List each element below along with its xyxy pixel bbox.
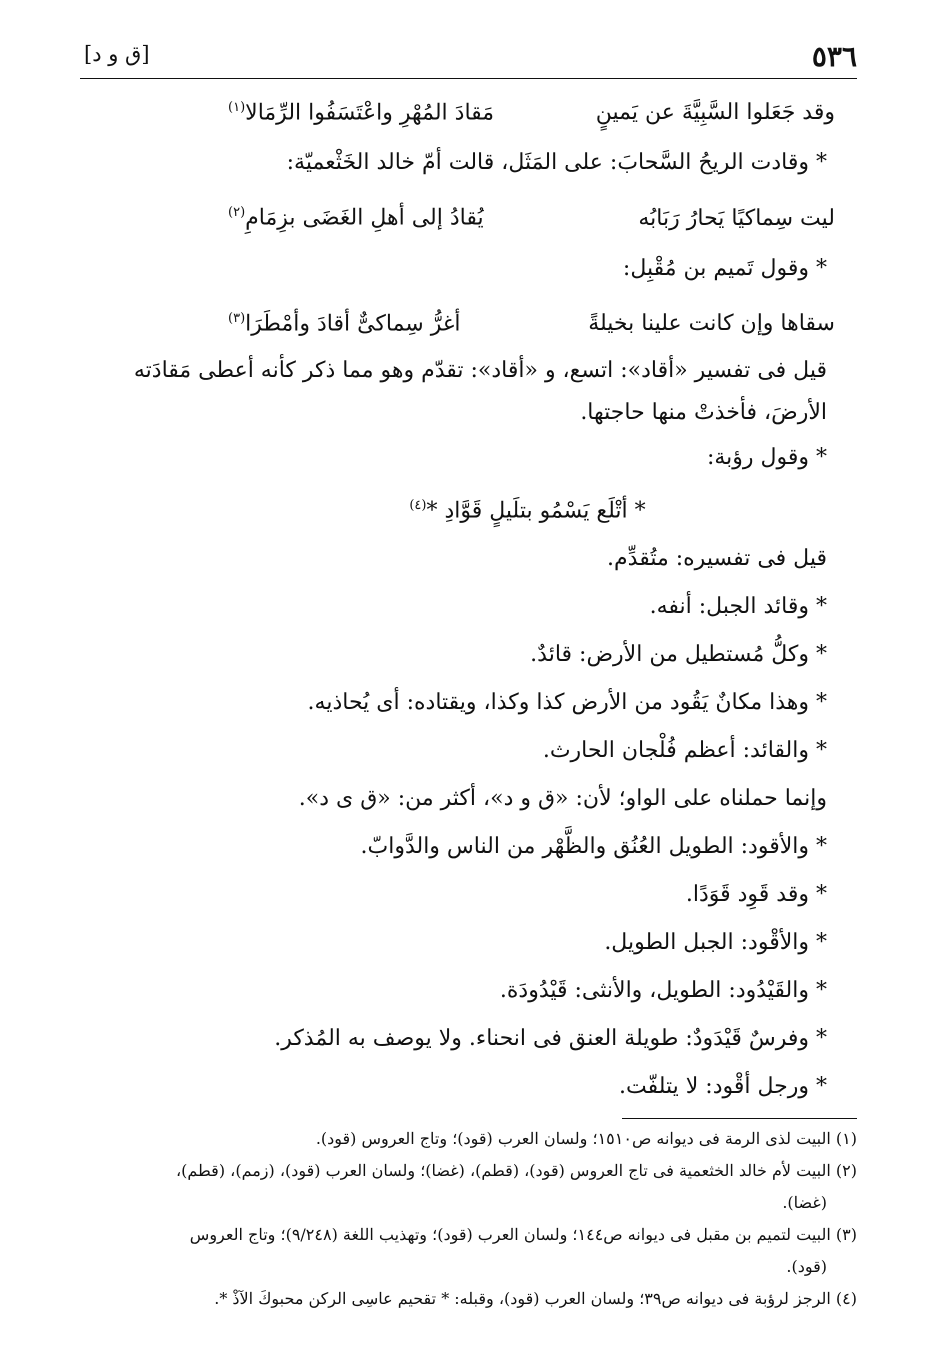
footnote-text: الرجز لرؤبة فى ديوانه ص٣٩؛ ولسان العرب (قود)، وقبله: * تقحيم عاسِى الركن محبوكَ الآذْ *. bbox=[214, 1289, 831, 1308]
text-line: * وقائد الجبل: أنفه. bbox=[649, 594, 827, 620]
footnote-text: البيت لأم خالد الخثعمية فى تاج العروس (قود)، (قطم)، (غضا)؛ ولسان العرب (قود)، (زمم)، (قطم)، bbox=[176, 1161, 831, 1180]
text-line: * ورجل أقْود: لا يتلفّت. bbox=[618, 1074, 827, 1100]
entry-list bbox=[78, 535, 857, 1111]
text-line: * والأقود: الطويل العُنُق والظَّهْر من الناس والدَّوابّ. bbox=[360, 834, 827, 860]
paragraph: قيل فى تفسير «أقاد»: اتسع، و «أقاد»: تقدّم وهو مما ذكر كأنه أعطى مَقادَته الأرضَ، فأخذتْ منها حاجتها. bbox=[133, 357, 827, 425]
text-line: * وقد قَوِد قَوَدًا. bbox=[685, 882, 827, 908]
text-line: * وفرسٌ قَيْدَودٌ: طويلة العنق فى انحناء. ولا يوصف به المُذكر. bbox=[274, 1026, 827, 1052]
text-line: وإنما حملناه على الواو؛ لأن: «ق و د»، أكثر من: «ق ى د». bbox=[298, 786, 827, 812]
footnote-number: (٢) bbox=[835, 1161, 857, 1180]
footnote-ref-2: (٢) bbox=[228, 205, 246, 221]
footnote-number: (٣) bbox=[835, 1225, 857, 1244]
footnote-list bbox=[78, 1123, 857, 1315]
root-letters: [ق و د] bbox=[84, 42, 150, 66]
footnote-ref-4: (٤) bbox=[409, 497, 427, 513]
verse-1 bbox=[78, 82, 857, 139]
text-line: قيل فى تفسيره: متُقدِّم. bbox=[607, 546, 827, 572]
text-line: * وكلُّ مُستطيل من الأرض: قائدٌ. bbox=[530, 642, 827, 668]
verse-3 bbox=[78, 293, 857, 350]
verse-1-second-hemistich: مَقادَ المُهْرِ واعْتَسَفُوا الرِّمَالا$^{(١)}$ bbox=[228, 100, 495, 126]
footnote-text: البيت لذى الرمة فى ديوانه ص١٥١٠؛ ولسان العرب (قود)؛ وتاج العروس (قود). bbox=[315, 1129, 831, 1148]
footnote-continuation: (غضا). bbox=[782, 1193, 827, 1212]
text-line: * والأقْود: الجبل الطويل. bbox=[604, 930, 827, 956]
footnote-ref-1: (١) bbox=[228, 100, 246, 115]
text-line: * والقائد: أعظم فُلْجان الحارث. bbox=[542, 738, 827, 764]
footnote-text: البيت لتميم بن مقبل فى ديوانه ص١٤٤؛ ولسان العرب (قود)؛ وتهذيب اللغة (٩/٢٤٨)؛ وتاج العروس bbox=[189, 1225, 831, 1244]
verse-2-first-hemistich: ليت سِماكيًا يَحارُ رَبَابُه bbox=[638, 205, 835, 231]
footnote-number: (٤) bbox=[835, 1289, 857, 1308]
text-line: * وقول تَميم بن مُقْبِل: bbox=[622, 255, 827, 281]
verse-2-second-hemistich: يُقادُ إلى أهلِ الغَضَى بزِمَامِ$^{(٢)}$ bbox=[228, 205, 484, 231]
footnote-divider bbox=[622, 1118, 857, 1119]
verse-1-first-hemistich: وقد جَعَلوا السَّبِيَّةَ عن يَمينٍ bbox=[595, 100, 835, 126]
header-divider bbox=[80, 78, 857, 79]
verse-2 bbox=[78, 187, 857, 244]
footnotes bbox=[78, 1118, 857, 1315]
footnote bbox=[78, 1219, 857, 1283]
rajaz-verse: * أتْلَع يَسْمُو بتلَيلٍ قَوَّادِ *$^{(٤)}$ bbox=[409, 497, 646, 524]
footnote bbox=[78, 1283, 857, 1315]
verse-3-second-hemistich: أغرُّ سِماكىٌّ أقادَ وأمْطَرَا$^{(٣)}$ bbox=[228, 310, 461, 336]
footnote bbox=[78, 1123, 857, 1155]
page-number: ٥٣٦ bbox=[811, 40, 857, 73]
text-line: * وقادت الريحُ السَّحابَ: على المَثَل، قالت أمّ خالد الخَثْعميّة: bbox=[286, 150, 827, 176]
text-line: * وهذا مكانٌ يَقُود من الأرض كذا وكذا، ويقتاده: أى يُحاذيه. bbox=[307, 690, 827, 716]
verse-3-first-hemistich: سقاها وإن كانت علينا بخيلةً bbox=[588, 310, 835, 336]
footnote-ref-3: (٣) bbox=[228, 310, 246, 326]
footnote-number: (١) bbox=[835, 1129, 857, 1148]
text-line: * وقول رؤبة: bbox=[706, 444, 827, 470]
main-text bbox=[78, 82, 857, 1111]
text-line: * والقَيْدُود: الطويل، والأنثى: قَيْدُودَة. bbox=[499, 978, 827, 1004]
page-header bbox=[0, 30, 935, 80]
footnote-continuation: (قود). bbox=[786, 1257, 827, 1276]
footnote bbox=[78, 1155, 857, 1219]
